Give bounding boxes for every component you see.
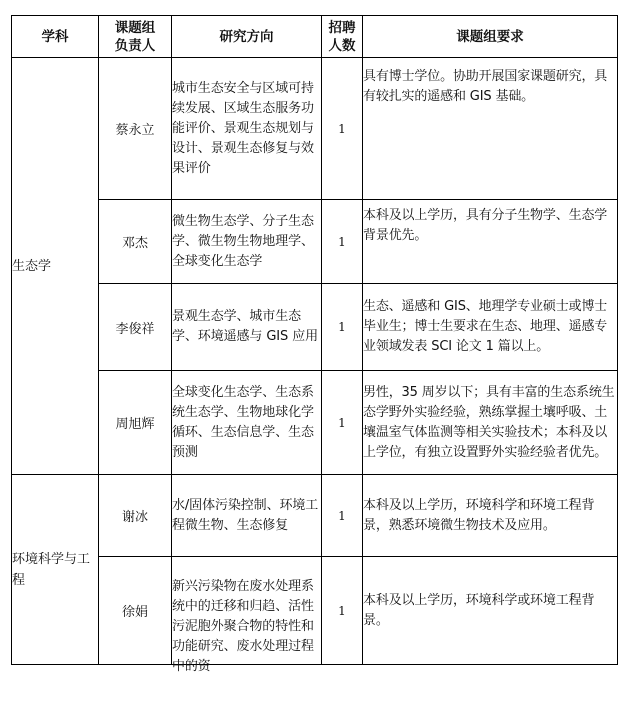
count-cell: 1 bbox=[322, 371, 363, 475]
table-row bbox=[12, 284, 618, 371]
leader-cell: 李俊祥 bbox=[99, 284, 172, 371]
count-cell: 1 bbox=[322, 475, 363, 557]
header-direction: 研究方向 bbox=[172, 16, 322, 58]
leader-cell: 邓杰 bbox=[99, 200, 172, 284]
count-cell: 1 bbox=[322, 557, 363, 665]
subject-cell: 环境科学与工程 bbox=[12, 475, 99, 665]
leader-cell: 蔡永立 bbox=[99, 58, 172, 200]
requirement-cell: 具有博士学位。协助开展国家课题研究，具有较扎实的遥感和 GIS 基础。 bbox=[363, 58, 618, 200]
header-leader: 课题组负责人 bbox=[99, 16, 172, 58]
header-subject: 学科 bbox=[12, 16, 99, 58]
table-row bbox=[12, 475, 618, 557]
direction-cell: 水/固体污染控制、环境工程微生物、生态修复 bbox=[172, 475, 322, 557]
leader-cell: 周旭辉 bbox=[99, 371, 172, 475]
count-cell: 1 bbox=[322, 284, 363, 371]
requirement-cell: 本科及以上学历，环境科学或环境工程背景。 bbox=[363, 557, 618, 665]
direction-cell: 城市生态安全与区域可持续发展、区域生态服务功能评价、景观生态规划与设计、景观生态修复与效果评价 bbox=[172, 58, 322, 200]
header-requirement: 课题组要求 bbox=[363, 16, 618, 58]
direction-cell: 全球变化生态学、生态系统生态学、生物地球化学循环、生态信息学、生态预测 bbox=[172, 371, 322, 475]
requirement-cell: 生态、遥感和 GIS、地理学专业硕士或博士毕业生；博士生要求在生态、地理、遥感专业领域发表 SCI 论文 1 篇以上。 bbox=[363, 284, 618, 371]
header-row bbox=[12, 16, 618, 58]
recruitment-table bbox=[11, 15, 618, 674]
table-row bbox=[12, 557, 618, 665]
table-row bbox=[12, 58, 618, 200]
direction-cell: 景观生态学、城市生态学、环境遥感与 GIS 应用 bbox=[172, 284, 322, 371]
direction-cell: 微生物生态学、分子生态学、微生物生物地理学、全球变化生态学 bbox=[172, 200, 322, 284]
direction-text: 新兴污染物在废水处理系统中的迁移和归趋、活性污泥胞外聚合物的特性和功能研究、废水处理过程中的资 bbox=[172, 579, 314, 674]
count-cell: 1 bbox=[322, 58, 363, 200]
requirement-cell: 本科及以上学历，环境科学和环境工程背景，熟悉环境微生物技术及应用。 bbox=[363, 475, 618, 557]
table-row bbox=[12, 200, 618, 284]
count-cell: 1 bbox=[322, 200, 363, 284]
requirement-cell: 男性，35 周岁以下；具有丰富的生态系统生态学野外实验经验，熟练掌握土壤呼吸、土壤温室气体监测等相关实验技术；本科及以上学位，有独立设置野外实验经验者优先。 bbox=[363, 371, 618, 475]
leader-cell: 谢冰 bbox=[99, 475, 172, 557]
table-row bbox=[12, 371, 618, 475]
leader-cell: 徐娟 bbox=[99, 557, 172, 665]
requirement-cell: 本科及以上学历，具有分子生物学、生态学背景优先。 bbox=[363, 200, 618, 284]
header-count: 招聘人数 bbox=[322, 16, 363, 58]
direction-cell bbox=[172, 557, 322, 674]
subject-cell: 生态学 bbox=[12, 58, 99, 475]
